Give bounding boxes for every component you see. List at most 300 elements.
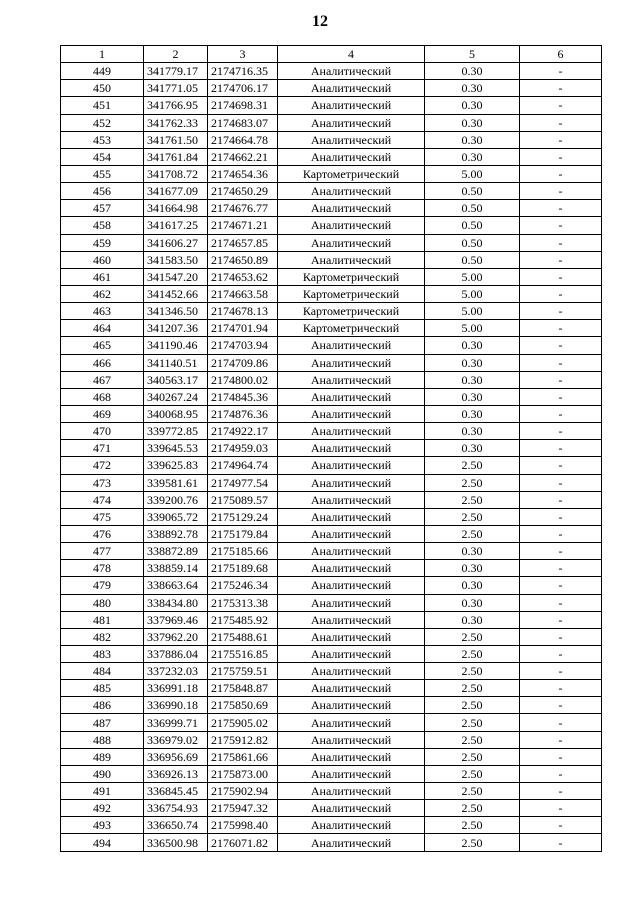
method-cell: Аналитический [278,80,425,97]
point-number-cell: 457 [61,200,144,217]
point-number-cell: 464 [61,320,144,337]
accuracy-cell: 0.50 [425,217,520,234]
method-cell: Картометрический [278,285,425,302]
x-coordinate-cell: 340563.17 [144,371,208,388]
table-row [61,834,602,851]
note-cell: - [520,834,602,851]
table-row [61,148,602,165]
y-coordinate-cell: 2174683.07 [208,114,278,131]
y-coordinate-cell: 2176071.82 [208,834,278,851]
y-coordinate-cell: 2174664.78 [208,131,278,148]
note-cell: - [520,765,602,782]
column-header: 1 [61,46,144,63]
method-cell: Аналитический [278,183,425,200]
accuracy-cell: 2.50 [425,508,520,525]
table-body [61,63,602,851]
x-coordinate-cell: 339200.76 [144,491,208,508]
y-coordinate-cell: 2174959.03 [208,440,278,457]
table-row [61,440,602,457]
note-cell: - [520,337,602,354]
note-cell: - [520,663,602,680]
method-cell: Аналитический [278,114,425,131]
table-row [61,748,602,765]
x-coordinate-cell: 336999.71 [144,714,208,731]
y-coordinate-cell: 2174716.35 [208,63,278,80]
x-coordinate-cell: 340267.24 [144,388,208,405]
method-cell: Аналитический [278,423,425,440]
point-number-cell: 471 [61,440,144,457]
table-row [61,371,602,388]
y-coordinate-cell: 2174671.21 [208,217,278,234]
accuracy-cell: 0.50 [425,234,520,251]
note-cell: - [520,303,602,320]
table-row [61,508,602,525]
y-coordinate-cell: 2175189.68 [208,560,278,577]
y-coordinate-cell: 2174657.85 [208,234,278,251]
y-coordinate-cell: 2175902.94 [208,783,278,800]
note-cell: - [520,457,602,474]
accuracy-cell: 0.30 [425,114,520,131]
accuracy-cell: 0.30 [425,388,520,405]
method-cell: Аналитический [278,817,425,834]
accuracy-cell: 0.30 [425,577,520,594]
point-number-cell: 454 [61,148,144,165]
accuracy-cell: 2.50 [425,748,520,765]
accuracy-cell: 0.30 [425,423,520,440]
note-cell: - [520,800,602,817]
note-cell: - [520,97,602,114]
table-row [61,680,602,697]
x-coordinate-cell: 341761.50 [144,131,208,148]
y-coordinate-cell: 2175488.61 [208,628,278,645]
table-row [61,234,602,251]
table-row [61,525,602,542]
x-coordinate-cell: 339772.85 [144,423,208,440]
x-coordinate-cell: 336979.02 [144,731,208,748]
x-coordinate-cell: 336991.18 [144,680,208,697]
table-row [61,423,602,440]
method-cell: Аналитический [278,354,425,371]
table-row [61,800,602,817]
coordinates-table [60,45,602,852]
accuracy-cell: 5.00 [425,285,520,302]
note-cell: - [520,63,602,80]
y-coordinate-cell: 2174701.94 [208,320,278,337]
note-cell: - [520,251,602,268]
x-coordinate-cell: 341664.98 [144,200,208,217]
table-row [61,251,602,268]
x-coordinate-cell: 341452.66 [144,285,208,302]
method-cell: Аналитический [278,148,425,165]
accuracy-cell: 2.50 [425,765,520,782]
point-number-cell: 473 [61,474,144,491]
note-cell: - [520,628,602,645]
note-cell: - [520,697,602,714]
note-cell: - [520,714,602,731]
accuracy-cell: 0.30 [425,371,520,388]
y-coordinate-cell: 2175912.82 [208,731,278,748]
accuracy-cell: 5.00 [425,303,520,320]
table-row [61,783,602,800]
table-row [61,457,602,474]
y-coordinate-cell: 2175516.85 [208,645,278,662]
table-row [61,645,602,662]
table-row [61,337,602,354]
note-cell: - [520,645,602,662]
method-cell: Аналитический [278,663,425,680]
accuracy-cell: 0.50 [425,200,520,217]
x-coordinate-cell: 341677.09 [144,183,208,200]
note-cell: - [520,491,602,508]
accuracy-cell: 2.50 [425,731,520,748]
note-cell: - [520,131,602,148]
accuracy-cell: 2.50 [425,714,520,731]
table-row [61,268,602,285]
note-cell: - [520,748,602,765]
accuracy-cell: 2.50 [425,457,520,474]
method-cell: Картометрический [278,303,425,320]
accuracy-cell: 0.30 [425,543,520,560]
point-number-cell: 467 [61,371,144,388]
accuracy-cell: 2.50 [425,783,520,800]
x-coordinate-cell: 336754.93 [144,800,208,817]
method-cell: Аналитический [278,217,425,234]
x-coordinate-cell: 337962.20 [144,628,208,645]
x-coordinate-cell: 341771.05 [144,80,208,97]
note-cell: - [520,405,602,422]
y-coordinate-cell: 2175485.92 [208,611,278,628]
note-cell: - [520,594,602,611]
x-coordinate-cell: 341190.46 [144,337,208,354]
x-coordinate-cell: 336845.45 [144,783,208,800]
note-cell: - [520,217,602,234]
page-number: 12 [312,13,328,30]
point-number-cell: 462 [61,285,144,302]
point-number-cell: 460 [61,251,144,268]
point-number-cell: 450 [61,80,144,97]
note-cell: - [520,440,602,457]
y-coordinate-cell: 2174922.17 [208,423,278,440]
accuracy-cell: 2.50 [425,628,520,645]
y-coordinate-cell: 2175848.87 [208,680,278,697]
note-cell: - [520,525,602,542]
y-coordinate-cell: 2174706.17 [208,80,278,97]
point-number-cell: 485 [61,680,144,697]
method-cell: Аналитический [278,508,425,525]
method-cell: Аналитический [278,474,425,491]
note-cell: - [520,114,602,131]
y-coordinate-cell: 2174678.13 [208,303,278,320]
accuracy-cell: 2.50 [425,680,520,697]
y-coordinate-cell: 2174964.74 [208,457,278,474]
x-coordinate-cell: 341346.50 [144,303,208,320]
note-cell: - [520,680,602,697]
point-number-cell: 470 [61,423,144,440]
table-row [61,543,602,560]
y-coordinate-cell: 2175179.84 [208,525,278,542]
point-number-cell: 487 [61,714,144,731]
method-cell: Аналитический [278,697,425,714]
point-number-cell: 490 [61,765,144,782]
x-coordinate-cell: 338663.64 [144,577,208,594]
accuracy-cell: 2.50 [425,817,520,834]
method-cell: Аналитический [278,731,425,748]
point-number-cell: 449 [61,63,144,80]
table-row [61,491,602,508]
y-coordinate-cell: 2174676.77 [208,200,278,217]
accuracy-cell: 5.00 [425,268,520,285]
x-coordinate-cell: 341140.51 [144,354,208,371]
method-cell: Аналитический [278,645,425,662]
point-number-cell: 466 [61,354,144,371]
point-number-cell: 453 [61,131,144,148]
table-row [61,560,602,577]
method-cell: Аналитический [278,388,425,405]
x-coordinate-cell: 339645.53 [144,440,208,457]
accuracy-cell: 0.30 [425,560,520,577]
accuracy-cell: 2.50 [425,491,520,508]
method-cell: Аналитический [278,440,425,457]
y-coordinate-cell: 2175185.66 [208,543,278,560]
point-number-cell: 463 [61,303,144,320]
x-coordinate-cell: 341547.20 [144,268,208,285]
table-row [61,474,602,491]
y-coordinate-cell: 2175998.40 [208,817,278,834]
method-cell: Аналитический [278,680,425,697]
note-cell: - [520,611,602,628]
note-cell: - [520,423,602,440]
method-cell: Аналитический [278,405,425,422]
table-row [61,731,602,748]
method-cell: Аналитический [278,337,425,354]
x-coordinate-cell: 341761.84 [144,148,208,165]
note-cell: - [520,783,602,800]
point-number-cell: 458 [61,217,144,234]
note-cell: - [520,817,602,834]
note-cell: - [520,183,602,200]
accuracy-cell: 2.50 [425,525,520,542]
column-header: 6 [520,46,602,63]
table-row [61,354,602,371]
y-coordinate-cell: 2174663.58 [208,285,278,302]
y-coordinate-cell: 2175313.38 [208,594,278,611]
x-coordinate-cell: 337969.46 [144,611,208,628]
x-coordinate-cell: 338434.80 [144,594,208,611]
point-number-cell: 479 [61,577,144,594]
x-coordinate-cell: 339625.83 [144,457,208,474]
point-number-cell: 478 [61,560,144,577]
y-coordinate-cell: 2174653.62 [208,268,278,285]
method-cell: Аналитический [278,491,425,508]
table-row [61,765,602,782]
point-number-cell: 468 [61,388,144,405]
column-header: 2 [144,46,208,63]
x-coordinate-cell: 336990.18 [144,697,208,714]
table-row [61,303,602,320]
table-row [61,697,602,714]
table-row [61,405,602,422]
table-row [61,611,602,628]
x-coordinate-cell: 338892.78 [144,525,208,542]
note-cell: - [520,577,602,594]
table-row [61,97,602,114]
point-number-cell: 494 [61,834,144,851]
y-coordinate-cell: 2174650.29 [208,183,278,200]
y-coordinate-cell: 2174703.94 [208,337,278,354]
point-number-cell: 461 [61,268,144,285]
table-row [61,131,602,148]
point-number-cell: 476 [61,525,144,542]
point-number-cell: 456 [61,183,144,200]
table-row [61,165,602,182]
note-cell: - [520,354,602,371]
note-cell: - [520,560,602,577]
point-number-cell: 482 [61,628,144,645]
x-coordinate-cell: 337232.03 [144,663,208,680]
method-cell: Картометрический [278,165,425,182]
table-row [61,63,602,80]
y-coordinate-cell: 2174845.36 [208,388,278,405]
x-coordinate-cell: 341708.72 [144,165,208,182]
x-coordinate-cell: 336926.13 [144,765,208,782]
column-header: 5 [425,46,520,63]
table-row [61,388,602,405]
x-coordinate-cell: 336500.98 [144,834,208,851]
method-cell: Аналитический [278,834,425,851]
column-header: 4 [278,46,425,63]
table-row [61,663,602,680]
x-coordinate-cell: 339581.61 [144,474,208,491]
x-coordinate-cell: 339065.72 [144,508,208,525]
x-coordinate-cell: 338872.89 [144,543,208,560]
accuracy-cell: 0.50 [425,251,520,268]
note-cell: - [520,285,602,302]
method-cell: Аналитический [278,251,425,268]
point-number-cell: 480 [61,594,144,611]
accuracy-cell: 0.50 [425,183,520,200]
method-cell: Аналитический [278,628,425,645]
accuracy-cell: 2.50 [425,645,520,662]
table-row [61,817,602,834]
method-cell: Аналитический [278,611,425,628]
accuracy-cell: 0.30 [425,337,520,354]
y-coordinate-cell: 2174662.21 [208,148,278,165]
point-number-cell: 472 [61,457,144,474]
method-cell: Картометрический [278,268,425,285]
point-number-cell: 465 [61,337,144,354]
note-cell: - [520,80,602,97]
method-cell: Аналитический [278,63,425,80]
point-number-cell: 486 [61,697,144,714]
point-number-cell: 474 [61,491,144,508]
accuracy-cell: 0.30 [425,405,520,422]
note-cell: - [520,371,602,388]
point-number-cell: 483 [61,645,144,662]
point-number-cell: 492 [61,800,144,817]
table-row [61,114,602,131]
y-coordinate-cell: 2174977.54 [208,474,278,491]
table-row [61,200,602,217]
y-coordinate-cell: 2175759.51 [208,663,278,680]
accuracy-cell: 2.50 [425,697,520,714]
note-cell: - [520,474,602,491]
y-coordinate-cell: 2175246.34 [208,577,278,594]
accuracy-cell: 5.00 [425,320,520,337]
y-coordinate-cell: 2175873.00 [208,765,278,782]
method-cell: Аналитический [278,371,425,388]
y-coordinate-cell: 2174650.89 [208,251,278,268]
x-coordinate-cell: 341583.50 [144,251,208,268]
table-row [61,628,602,645]
accuracy-cell: 0.30 [425,354,520,371]
point-number-cell: 455 [61,165,144,182]
note-cell: - [520,268,602,285]
point-number-cell: 484 [61,663,144,680]
accuracy-cell: 0.30 [425,63,520,80]
point-number-cell: 489 [61,748,144,765]
accuracy-cell: 0.30 [425,611,520,628]
x-coordinate-cell: 341617.25 [144,217,208,234]
y-coordinate-cell: 2175089.57 [208,491,278,508]
method-cell: Аналитический [278,594,425,611]
table-row [61,714,602,731]
accuracy-cell: 0.30 [425,440,520,457]
method-cell: Аналитический [278,800,425,817]
method-cell: Аналитический [278,543,425,560]
y-coordinate-cell: 2174709.86 [208,354,278,371]
table-row [61,320,602,337]
accuracy-cell: 0.30 [425,80,520,97]
point-number-cell: 477 [61,543,144,560]
point-number-cell: 488 [61,731,144,748]
column-header: 3 [208,46,278,63]
y-coordinate-cell: 2174800.02 [208,371,278,388]
y-coordinate-cell: 2174876.36 [208,405,278,422]
method-cell: Аналитический [278,714,425,731]
note-cell: - [520,200,602,217]
accuracy-cell: 0.30 [425,131,520,148]
note-cell: - [520,165,602,182]
table-row [61,594,602,611]
table-header-row [61,46,602,63]
point-number-cell: 493 [61,817,144,834]
accuracy-cell: 0.30 [425,148,520,165]
method-cell: Аналитический [278,560,425,577]
point-number-cell: 491 [61,783,144,800]
accuracy-cell: 2.50 [425,663,520,680]
point-number-cell: 451 [61,97,144,114]
accuracy-cell: 0.30 [425,594,520,611]
table-row [61,285,602,302]
y-coordinate-cell: 2175850.69 [208,697,278,714]
table-row [61,577,602,594]
accuracy-cell: 5.00 [425,165,520,182]
method-cell: Картометрический [278,320,425,337]
table-row [61,183,602,200]
accuracy-cell: 2.50 [425,834,520,851]
method-cell: Аналитический [278,97,425,114]
point-number-cell: 481 [61,611,144,628]
y-coordinate-cell: 2175947.32 [208,800,278,817]
x-coordinate-cell: 341207.36 [144,320,208,337]
y-coordinate-cell: 2174698.31 [208,97,278,114]
method-cell: Аналитический [278,457,425,474]
note-cell: - [520,234,602,251]
accuracy-cell: 2.50 [425,800,520,817]
method-cell: Аналитический [278,748,425,765]
method-cell: Аналитический [278,577,425,594]
point-number-cell: 459 [61,234,144,251]
